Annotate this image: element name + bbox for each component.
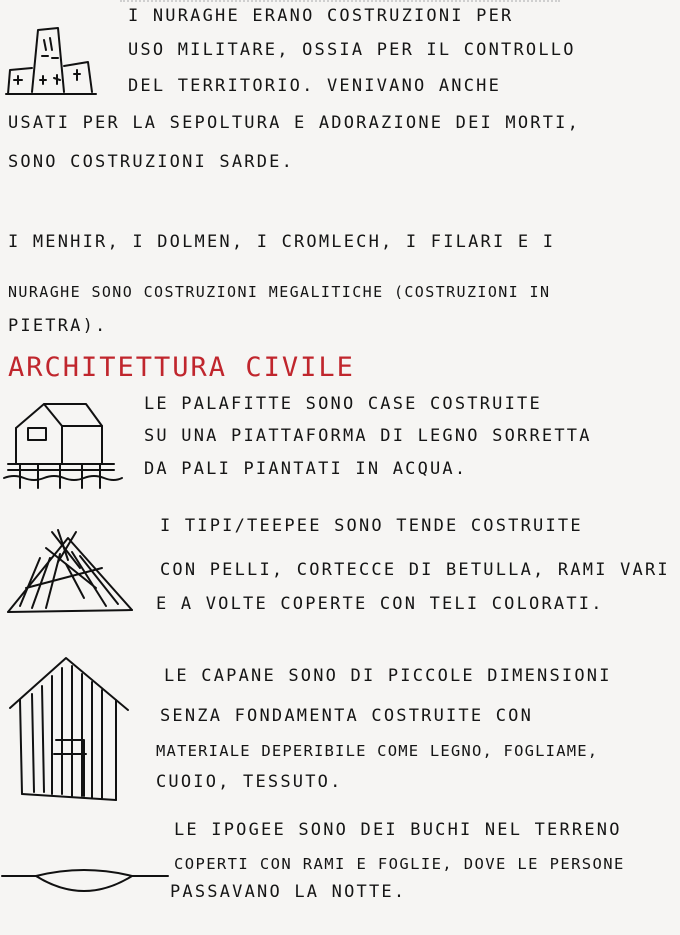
nuraghe-line-5: SONO COSTRUZIONI SARDE. (8, 152, 295, 172)
nuraghe-line-3: DEL TERRITORIO. VENIVANO ANCHE (128, 76, 502, 96)
capanne-line-3: MATERIALE DEPERIBILE COME LEGNO, FOGLIAME, (156, 742, 599, 760)
nuraghe-line-1: I NURAGHE ERANO COSTRUZIONI PER (128, 6, 514, 26)
tipi-line-2: CON PELLI, CORTECCE DI BETULLA, RAMI VARI (160, 560, 670, 580)
tipi-line-1: I TIPI/TEEPEE SONO TENDE COSTRUITE (160, 516, 583, 536)
megaliti-line-1: I MENHIR, I DOLMEN, I CROMLECH, I FILARI E I (8, 232, 556, 252)
ipogee-line-2: COPERTI CON RAMI E FOGLIE, DOVE LE PERSONE (174, 855, 625, 873)
capanna-drawing (6, 654, 130, 804)
capanne-line-4: CUOIO, TESSUTO. (156, 772, 343, 792)
megaliti-line-2: NURAGHE SONO COSTRUZIONI MEGALITICHE (COSTRUZIONI IN (8, 283, 551, 301)
palafitte-line-3: DA PALI PIANTATI IN ACQUA. (144, 459, 468, 479)
ipogea-drawing (0, 862, 170, 912)
nuraghe-drawing (4, 22, 104, 102)
palafitte-line-2: SU UNA PIATTAFORMA DI LEGNO SORRETTA (144, 426, 592, 446)
capanne-line-1: LE CAPANE SONO DI PICCOLE DIMENSIONI (164, 666, 612, 686)
ipogee-line-1: LE IPOGEE SONO DEI BUCHI NEL TERRENO (174, 820, 622, 840)
palafitta-drawing (4, 398, 124, 498)
nuraghe-line-4: USATI PER LA SEPOLTURA E ADORAZIONE DEI MORTI, (8, 113, 581, 133)
capanne-line-2: SENZA FONDAMENTA COSTRUITE CON (160, 706, 534, 726)
tipi-line-3: E A VOLTE COPERTE CON TELI COLORATI. (156, 594, 604, 614)
section-title: ARCHITETTURA CIVILE (8, 352, 355, 383)
tipi-drawing (6, 528, 136, 618)
ipogee-line-3: PASSAVANO LA NOTTE. (170, 882, 407, 902)
palafitte-line-1: LE PALAFITTE SONO CASE COSTRUITE (144, 394, 542, 414)
megaliti-line-3: PIETRA). (8, 316, 108, 336)
nuraghe-line-2: USO MILITARE, OSSIA PER IL CONTROLLO (128, 40, 576, 60)
